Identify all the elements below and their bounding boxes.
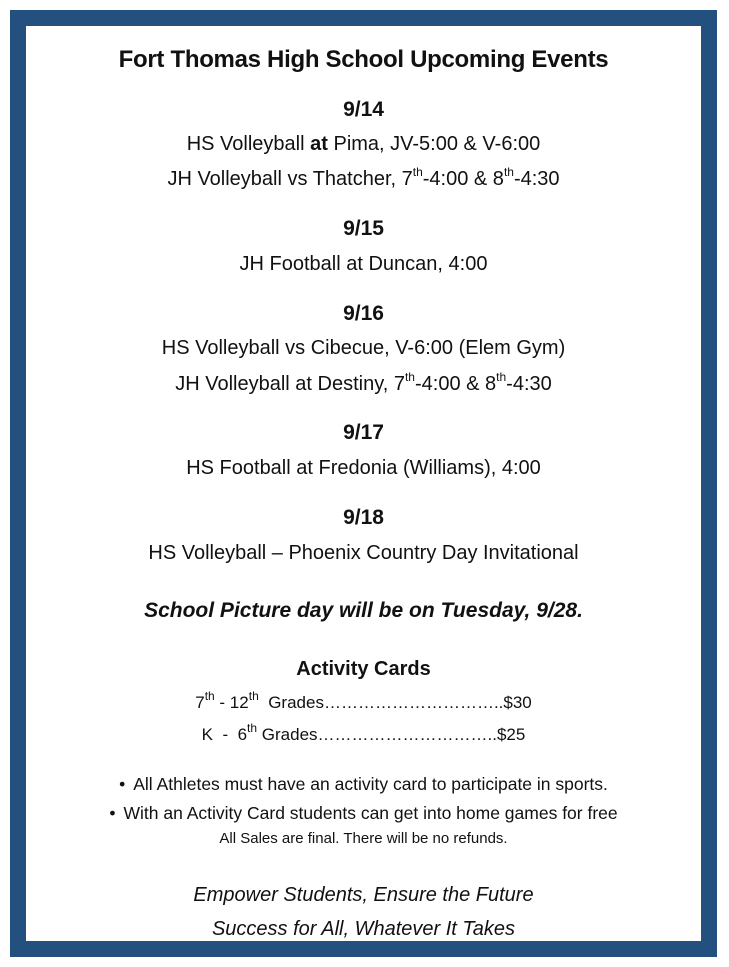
bullet-item: • With an Activity Card students can get into home games for free [109,803,618,823]
motto-line: Success for All, Whatever It Takes [211,918,516,940]
activity-card-price-row: K - 6th Grades…………………………..$25 [201,721,526,744]
event-line: HS Volleyball vs Cibecue, V-6:00 (Elem Gym) [161,337,566,359]
event-date: 9/14 [343,98,384,121]
event-line: JH Volleyball at Destiny, 7th-4:00 & 8th-4:30 [175,370,552,395]
event-line: JH Volleyball vs Thatcher, 7th-4:00 & 8th-4:30 [167,165,560,190]
event-line: HS Volleyball at Pima, JV-5:00 & V-6:00 [186,133,541,155]
event-line: HS Volleyball – Phoenix Country Day Invitational [148,542,579,564]
picture-day-notice: School Picture day will be on Tuesday, 9/28. [144,599,583,622]
bullet-icon: • [109,803,116,823]
sales-note: All Sales are final. There will be no refunds. [219,830,508,847]
document-frame [10,10,717,957]
event-date: 9/18 [343,506,384,529]
activity-card-price-row: 7th - 12th Grades…………………………..$30 [195,689,532,712]
event-date: 9/17 [343,421,384,444]
activity-cards-heading: Activity Cards [296,658,431,680]
event-line: JH Football at Duncan, 4:00 [239,253,488,275]
bullet-item: • All Athletes must have an activity card to participate in sports. [119,774,608,794]
event-date: 9/15 [343,217,384,240]
event-date: 9/16 [343,302,384,325]
event-line: HS Football at Fredonia (Williams), 4:00 [186,457,541,479]
motto-line: Empower Students, Ensure the Future [193,884,534,906]
page-title: Fort Thomas High School Upcoming Events [118,46,609,73]
bullet-icon: • [119,774,126,794]
